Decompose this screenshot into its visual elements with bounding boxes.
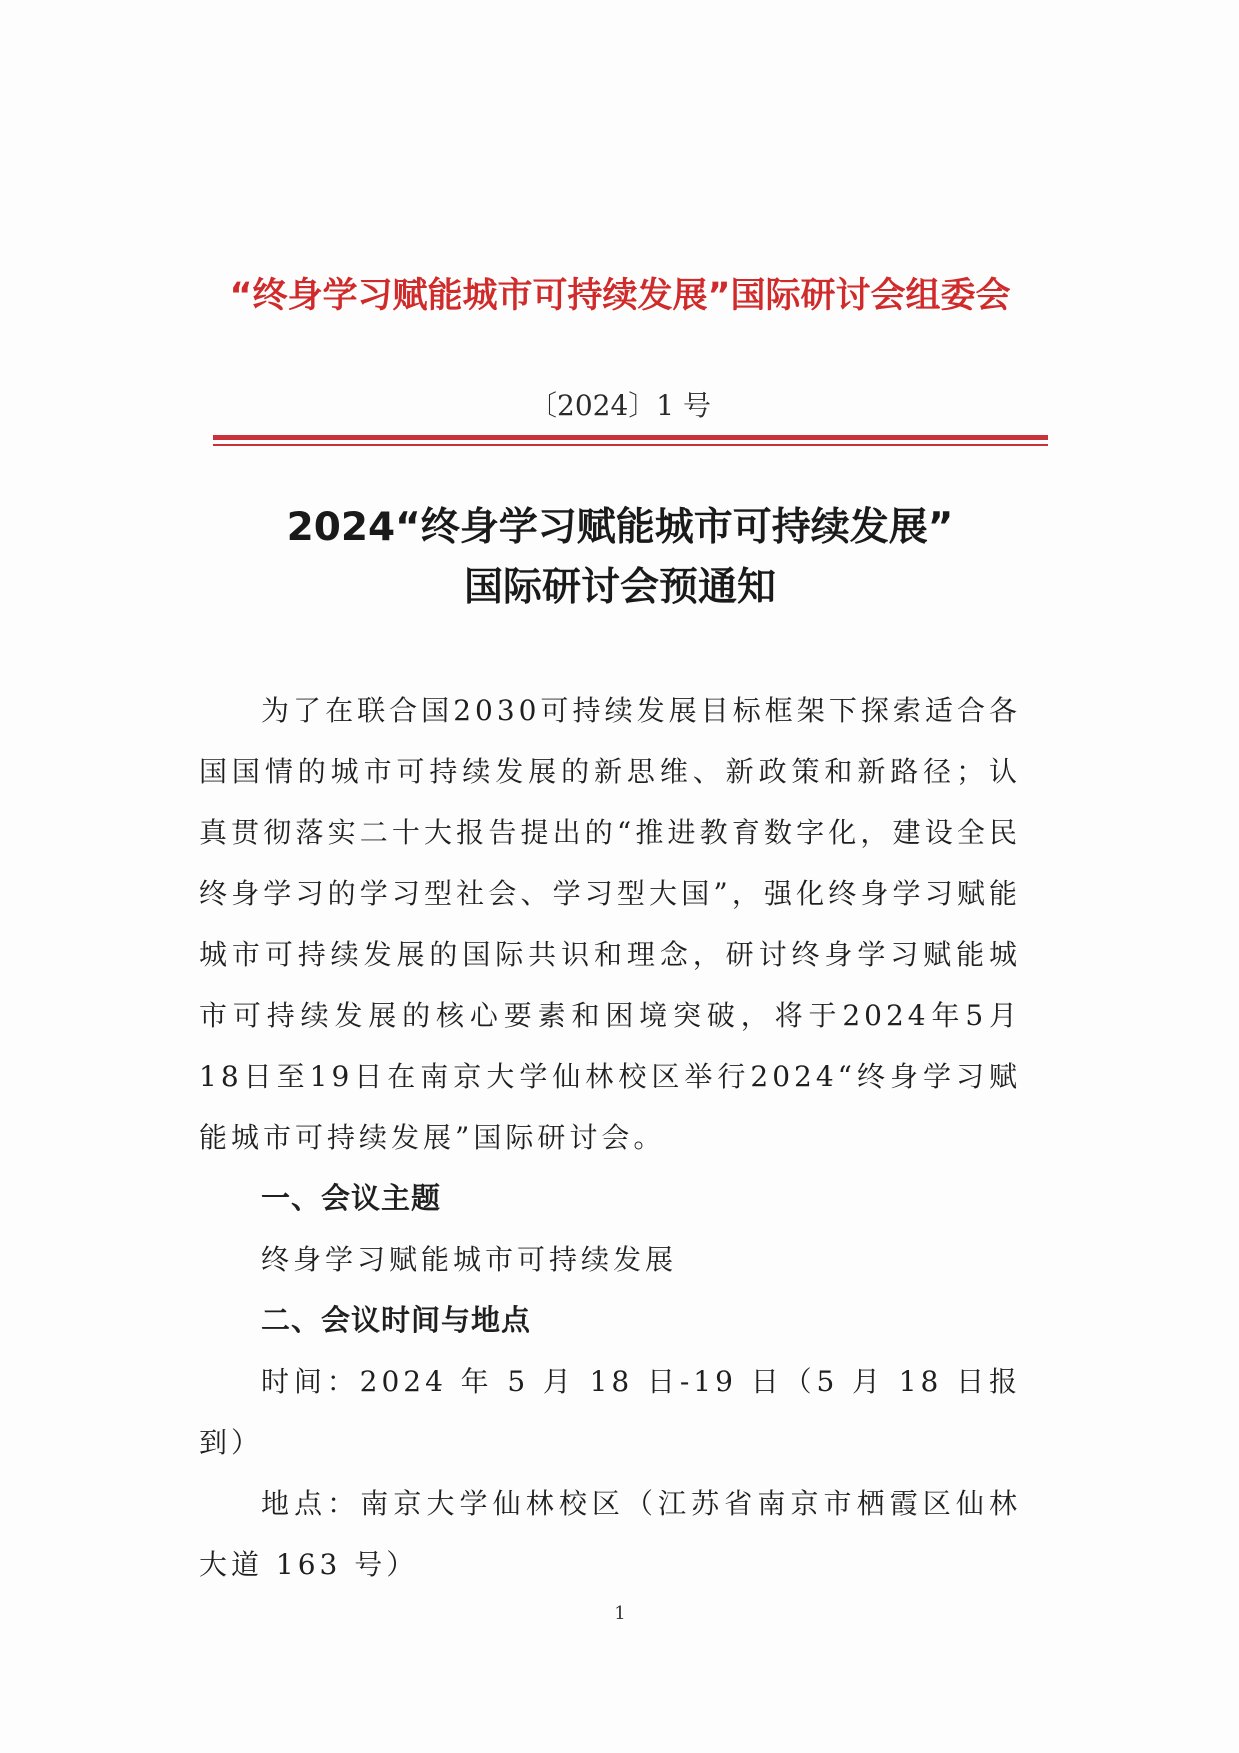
meeting-time: 时间：2024 年 5 月 18 日-19 日（5 月 18 日报到） — [199, 1365, 1021, 1459]
document-title-line2: 国际研讨会预通知 — [463, 565, 776, 610]
page-number: 1 — [614, 1603, 626, 1624]
red-divider-thin — [213, 444, 1048, 446]
document-body — [199, 680, 1021, 1595]
section2-heading: 二、会议时间与地点 — [261, 1303, 532, 1337]
document-title-line1: 2024“终身学习赋能城市可持续发展” — [286, 505, 954, 550]
red-divider-thick — [213, 435, 1048, 440]
section1-heading: 一、会议主题 — [261, 1181, 442, 1215]
issuer-header: “终身学习赋能城市可持续发展”国际研讨会组委会 — [229, 276, 1011, 316]
document-number: 〔2024〕1 号 — [529, 389, 711, 422]
intro-paragraph: 为了在联合国2030可持续发展目标框架下探索适合各国国情的城市可持续发展的新思维、新政策和新路径；认真贯彻落实二十大报告提出的“推进教育数字化，建设全民终身学习的学习型社会、学习型大国”，强化终身学习赋能城市可持续发展的国际共识和理念，研讨终身学习赋能城市可持续发展的核心要素和困境突破，将于2024年5月18日至19日在南京大学仙林校区举行2024“终身学习赋能城市可持续发展”国际研讨会。 — [199, 694, 1021, 1154]
section1-text: 终身学习赋能城市可持续发展 — [261, 1243, 678, 1276]
meeting-place: 地点：南京大学仙林校区（江苏省南京市栖霞区仙林大道 163 号） — [199, 1487, 1021, 1581]
